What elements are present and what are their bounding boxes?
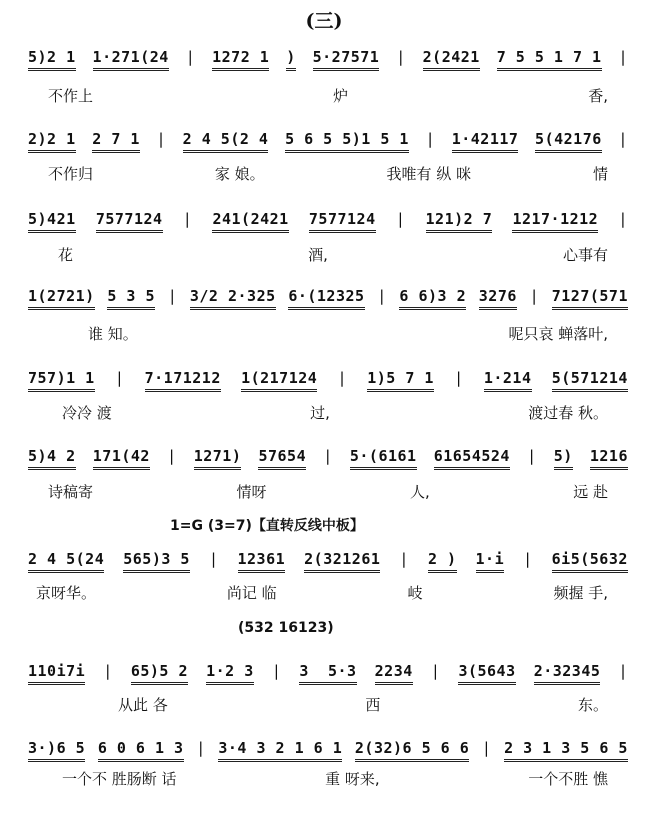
notation-group: 1216 — [590, 447, 628, 470]
barline: | — [208, 550, 219, 568]
notation-group: 2 7 1 — [92, 130, 140, 153]
notation-group: 7577124 — [309, 210, 376, 233]
barline: | — [527, 447, 537, 465]
barline: | — [481, 739, 492, 757]
notation-group: 3/2 2·325 — [190, 287, 276, 310]
notation-group: 5 3 5 — [107, 287, 155, 310]
lyric-line — [28, 163, 608, 184]
lyric-line — [28, 582, 608, 603]
notation-line — [28, 550, 628, 573]
lyric-segment: 心事有 — [562, 246, 608, 264]
lyric-segment: 香, — [588, 87, 608, 105]
notation-group: 2(32)6 5 6 6 — [355, 739, 469, 762]
barline: | — [196, 739, 206, 757]
barline: | — [523, 550, 533, 568]
lyric-segment: 从此 各 — [118, 696, 168, 714]
notation-group: 3(5643 — [458, 662, 515, 685]
notation-line — [28, 210, 628, 233]
barline: | — [425, 130, 436, 148]
notation-group: 1·42117 — [452, 130, 519, 153]
barline: | — [618, 130, 628, 148]
lyric-segment: 过, — [310, 404, 330, 422]
notation-group: 2(321261 — [304, 550, 380, 573]
notation-group: 1·i — [476, 550, 505, 573]
barline: | — [271, 662, 282, 680]
lyric-segment: 京呀华。 — [36, 584, 97, 602]
lyric-segment: 尚记 临 — [226, 584, 277, 602]
notation-group: 1·271(24 — [93, 48, 169, 71]
notation-group: 7 5 5 1 7 1 — [497, 48, 602, 71]
barline: | — [399, 550, 409, 568]
lyric-segment: 不作归 — [48, 165, 94, 183]
lyric-segment: 诗稿寄 — [48, 483, 94, 501]
notation-group: 5)4 2 — [28, 447, 76, 470]
lyric-segment: 花 — [58, 246, 74, 264]
barline: | — [185, 48, 196, 66]
notation-group: 5) — [554, 447, 573, 470]
barline: | — [396, 48, 406, 66]
barline: | — [618, 662, 628, 680]
lyric-segment: 情 — [592, 165, 608, 183]
lyric-segment: 重 呀来, — [325, 770, 380, 788]
notation-group: 5(42176 — [535, 130, 602, 153]
notation-group: 2(2421 — [423, 48, 480, 71]
notation-group: 5·(6161 — [350, 447, 417, 470]
lyric-segment: 岐 — [407, 584, 423, 602]
notation-group: 5 6 5 5)1 5 1 — [285, 130, 409, 153]
lyric-segment: 人, — [409, 483, 430, 501]
notation-group: 57654 — [258, 447, 306, 470]
notation-group: 1217·1212 — [512, 210, 598, 233]
notation-group: 3 5·3 — [299, 662, 356, 685]
barline: | — [337, 369, 348, 387]
lyric-segment: 西 — [365, 696, 381, 714]
notation-group: 1(217124 — [241, 369, 317, 392]
notation-group: 1·2 3 — [206, 662, 254, 685]
lyric-segment: 谁 知。 — [88, 325, 138, 343]
key-change-marker — [28, 515, 648, 535]
lyric-line — [28, 402, 608, 423]
lyric-segment: 冷冷 渡 — [62, 404, 112, 422]
notation-group: 6i5(5632 — [552, 550, 628, 573]
notation-line — [28, 447, 628, 470]
barline: | — [618, 48, 628, 66]
notation-group: 5(571214 — [552, 369, 628, 392]
barline: | — [454, 369, 464, 387]
notation-group: 2234 — [375, 662, 413, 685]
notation-group: 757)1 1 — [28, 369, 95, 392]
lyric-line — [28, 323, 608, 344]
notation-group: 7·171212 — [145, 369, 221, 392]
notation-group: 7127(571 — [552, 287, 628, 310]
lyric-segment: 酒, — [308, 246, 328, 264]
lyric-line — [28, 768, 608, 789]
notation-group: 2)2 1 — [28, 130, 76, 153]
marker-text: (532 16123) — [238, 620, 334, 636]
notation-group: 110i7i — [28, 662, 85, 685]
notation-line — [28, 369, 628, 392]
lyric-line — [28, 244, 608, 265]
notation-group: 1271) — [194, 447, 242, 470]
notation-group: 2 4 5(2 4 — [183, 130, 269, 153]
notation-group: 2 ) — [428, 550, 457, 573]
lyric-segment: 东。 — [577, 696, 608, 714]
barline: | — [167, 447, 177, 465]
notation-group: 1272 1 — [212, 48, 269, 71]
notation-group: 1·214 — [484, 369, 532, 392]
lyric-segment: 我唯有 纵 咪 — [386, 165, 472, 183]
barline: | — [114, 369, 125, 387]
notation-group: 5)2 1 — [28, 48, 76, 71]
notation-group: ) — [286, 48, 296, 71]
notation-line — [28, 739, 628, 762]
lyric-segment: 炉 — [333, 87, 349, 105]
notation-group: 2 3 1 3 5 6 5 — [504, 739, 628, 762]
lyric-line — [28, 694, 608, 715]
notation-group: 6 6)3 2 — [399, 287, 466, 310]
score-title: (三) — [305, 10, 343, 32]
notation-group: 65)5 2 — [131, 662, 188, 685]
barline: | — [618, 210, 628, 228]
barline: | — [156, 130, 167, 148]
notation-group: 121)2 7 — [426, 210, 493, 233]
notation-group: 565)3 5 — [123, 550, 190, 573]
notation-group: 2 4 5(24 — [28, 550, 104, 573]
notation-line — [28, 662, 628, 685]
notation-group: 61654524 — [434, 447, 510, 470]
barline: | — [167, 287, 178, 305]
lyric-segment: 频握 手, — [553, 584, 608, 602]
notation-group: 5)421 — [28, 210, 76, 233]
notation-group: 6·(12325 — [288, 287, 364, 310]
notation-group: 2·32345 — [534, 662, 601, 685]
barline: | — [395, 210, 406, 228]
lyric-segment: 渡过春 秋。 — [528, 404, 608, 422]
notation-group: 5·27571 — [313, 48, 380, 71]
lyric-segment: 一个不 胜肠断 话 — [62, 770, 177, 788]
notation-group: 12361 — [238, 550, 286, 573]
notation-group: 171(42 — [93, 447, 150, 470]
notation-line — [28, 287, 628, 310]
barline: | — [182, 210, 193, 228]
lyric-segment: 情呀 — [236, 483, 267, 501]
lyric-line — [28, 481, 608, 502]
notation-group: 3·)6 5 — [28, 739, 85, 762]
notation-group: 1)5 7 1 — [367, 369, 434, 392]
notation-group: 6 0 6 1 3 — [98, 739, 184, 762]
lyric-segment: 不作上 — [48, 87, 94, 105]
barline: | — [103, 662, 113, 680]
lyric-line — [28, 85, 608, 106]
barline: | — [529, 287, 540, 305]
notation-group: 1(2721) — [28, 287, 95, 310]
barline: | — [430, 662, 441, 680]
barline: | — [377, 287, 387, 305]
notation-group: 7577124 — [96, 210, 163, 233]
lyric-segment: 家 娘。 — [214, 165, 265, 183]
lyric-segment: 远 赴 — [573, 483, 608, 501]
notation-group: 3·4 3 2 1 6 1 — [218, 739, 342, 762]
notation-line — [28, 130, 628, 153]
marker-text: 1=G (3=7)【直转反线中板】 — [170, 518, 364, 534]
barline: | — [323, 447, 333, 465]
key-change-marker — [28, 620, 648, 636]
notation-line — [28, 48, 628, 71]
notation-group: 241(2421 — [212, 210, 288, 233]
lyric-segment: 呢只哀 蝉落叶, — [508, 325, 608, 343]
notation-group: 3276 — [479, 287, 517, 310]
lyric-segment: 一个不胜 憔 — [528, 770, 608, 788]
